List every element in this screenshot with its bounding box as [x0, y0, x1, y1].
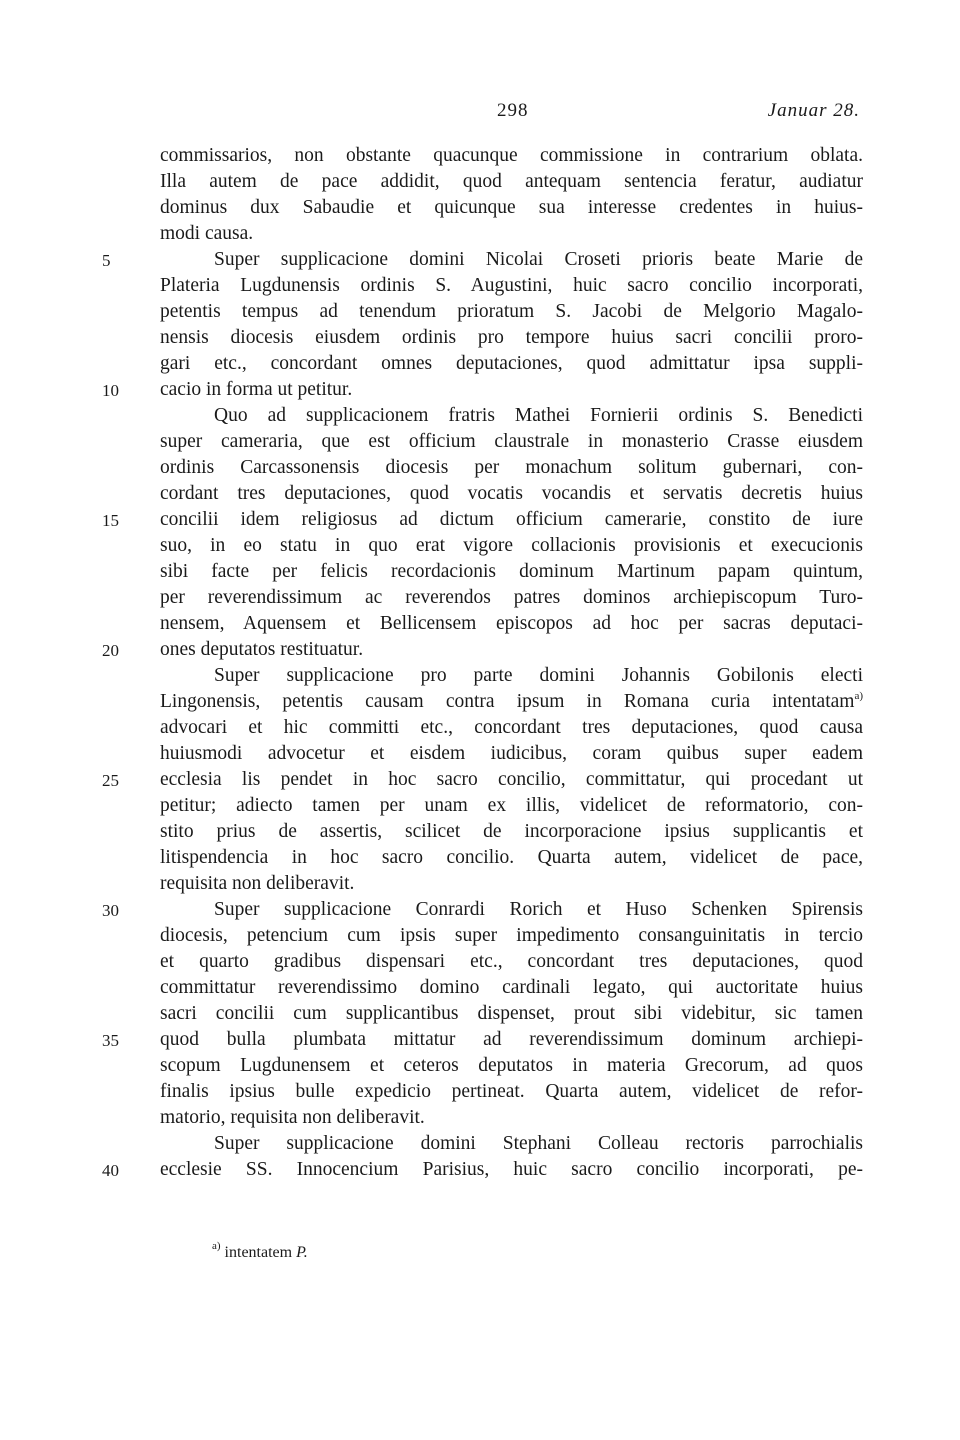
footnote-siglum: P. — [296, 1244, 308, 1261]
text-line: Plateria Lugdunensis ordinis S. Augustini, huic sacro concilio incorporati, — [160, 275, 863, 296]
text-line: litispendencia in hoc sacro concilio. Quarta autem, videlicet de pace, — [160, 847, 863, 868]
text-line: Super supplicacione domini Stephani Colleau rectoris parrochialis — [214, 1133, 863, 1154]
text-line: commissarios, non obstante quacunque commissione in contrarium oblata. — [160, 145, 863, 166]
text-line: scopum Lugdunensem et ceteros deputatos in materia Grecorum, ad quos — [160, 1055, 863, 1076]
line-number: 10 — [102, 381, 119, 400]
text-line: cordant tres deputaciones, quod vocatis vocandis et servatis decretis huius — [160, 483, 863, 504]
text-line: quod bulla plumbata mittatur ad reverendissimum dominum archiepi- — [160, 1029, 863, 1050]
footnote-reference: a) — [854, 690, 863, 702]
text-line: Super supplicacione Conrardi Rorich et Huso Schenken Spirensis — [214, 899, 863, 920]
page-number: 298 — [497, 100, 529, 121]
line-number: 25 — [102, 771, 119, 790]
text-line: modi causa. — [160, 223, 254, 244]
text-line: ones deputatos restituatur. — [160, 639, 364, 660]
line-number: 5 — [102, 251, 111, 270]
text-line: ordinis Carcassonensis diocesis per monachum solitum gubernari, con- — [160, 457, 863, 478]
line-number: 30 — [102, 901, 119, 920]
text-line: matorio, requisita non deliberavit. — [160, 1107, 425, 1128]
text-line: nensis diocesis eiusdem ordinis pro tempore huius sacri concilii proro- — [160, 327, 863, 348]
running-head: Januar 28. — [767, 100, 860, 121]
text-line: concilii idem religiosus ad dictum officium camerarie, constito de iure — [160, 509, 863, 530]
line-number: 35 — [102, 1031, 119, 1050]
text-line: stito prius de assertis, scilicet de incorporacione ipsius supplicantis et — [160, 821, 863, 842]
text-line: Quo ad supplicacionem fratris Mathei Fornierii ordinis S. Benedicti — [214, 405, 863, 426]
line-number: 20 — [102, 641, 119, 660]
text-line: finalis ipsius bulle expedicio pertineat. Quarta autem, videlicet de refor- — [160, 1081, 863, 1102]
text-line: sibi facte per felicis recordacionis dominum Martinum papam quintum, — [160, 561, 863, 582]
text-line: Lingonensis, petentis causam contra ipsum in Romana curia intentatam$^{a)}$ — [160, 690, 863, 712]
footnote — [212, 1240, 308, 1262]
text-line: Illa autem de pace addidit, quod antequam sentencia feratur, audiatur — [160, 171, 863, 192]
text-line: requisita non deliberavit. — [160, 873, 355, 894]
text-line: ecclesia lis pendet in hoc sacro concilio, committatur, qui procedant ut — [160, 769, 863, 790]
text-line: petentis tempus ad tenendum prioratum S. Jacobi de Melgorio Magalo- — [160, 301, 863, 322]
line-number: 40 — [102, 1161, 119, 1180]
text-line: huiusmodi advocetur et eisdem iudicibus, coram quibus super eadem — [160, 743, 863, 764]
text-line: Super supplicacione pro parte domini Johannis Gobilonis electi — [214, 665, 863, 686]
text-line: dominus dux Sabaudie et quicunque sua interesse credentes in huius- — [160, 197, 863, 218]
text-line: committatur reverendissimo domino cardinali legato, qui auctoritate huius — [160, 977, 863, 998]
page-header — [160, 100, 860, 130]
text-line: Super supplicacione domini Nicolai Croseti prioris beate Marie de — [214, 249, 863, 270]
text-line: et quarto gradibus dispensari etc., concordant tres deputaciones, quod — [160, 951, 863, 972]
text-line: ecclesie SS. Innocencium Parisius, huic sacro concilio incorporati, pe- — [160, 1159, 863, 1180]
text-line: diocesis, petencium cum ipsis super impedimento consanguinitatis in tercio — [160, 925, 863, 946]
text-line: super cameraria, que est officium claustrale in monasterio Crasse eiusdem — [160, 431, 863, 452]
footnote-text: intentatem — [224, 1244, 293, 1261]
text-line: advocari et hic committi etc., concordant tres deputaciones, quod causa — [160, 717, 863, 738]
text-line: petitur; adiecto tamen per unam ex illis, videlicet de reformatorio, con- — [160, 795, 863, 816]
footnote-marker: a) — [212, 1240, 221, 1252]
text-line: cacio in forma ut petitur. — [160, 379, 353, 400]
text-line: per reverendissimum ac reverendos patres dominos archiepiscopum Turo- — [160, 587, 863, 608]
text-line: suo, in eo statu in quo erat vigore collacionis provisionis et execucionis — [160, 535, 863, 556]
text-line: gari etc., concordant omnes deputaciones, quod admittatur ipsa suppli- — [160, 353, 863, 374]
text-line: sacri concilii cum supplicantibus dispenset, prout sibi videbitur, sic tamen — [160, 1003, 863, 1024]
line-number: 15 — [102, 511, 119, 530]
text-line: nensem, Aquensem et Bellicensem episcopos ad hoc per sacras deputaci- — [160, 613, 863, 634]
